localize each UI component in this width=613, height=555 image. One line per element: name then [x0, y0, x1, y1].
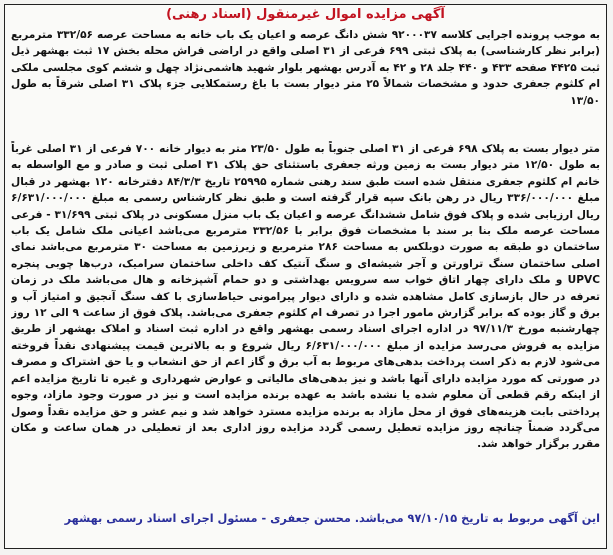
- notice-frame: [4, 4, 607, 549]
- notice-paragraph-1: به موجب پرونده اجرایی کلاسه ۹۲۰۰۰۳۷ شش دانگ عرصه و اعیان یک باب خانه به مساحت عرصه ۳۳۲/۵۶ مترمربع (برابر نظر کارشناسی) به پلاک ثبتی ۶۹۹ فرعی از ۳۱ اصلی واقع در اراضی فراش محله بخش ۱۷ ثبت بهشهر ذیل ثبت ۴۴۲۵ صفحه ۴۳۳ و ۴۴۰ جلد ۲۸ و ۴۲ به آدرس بهشهر بلوار شهید هاشمی‌نژاد چهل و ششم کوی مجلسی ملکی ام کلثوم جعفری حدود و مشخصات شمالاً ۲۵ متر دیوار بست با باغ رستمکلایی جزء پلاک ۳۱ اصلی شرقاً به طول ۱۳/۵۰: [11, 29, 600, 107]
- notice-footer: این آگهی مربوط به تاریخ ۹۷/۱۰/۱۵ می‌باشد. محسن جعفری - مسئول اجرای اسناد رسمی بهشهر: [64, 512, 600, 525]
- notice-title: آگهی مزایده اموال غیرمنقول (اسناد رهنی): [166, 7, 445, 22]
- notice-paragraph-2: متر دیوار بست به پلاک ۶۹۸ فرعی از ۳۱ اصلی جنوباً به طول ۲۳/۵۰ متر به دیوار خانه ۷۰۰ فرعی از ۳۱ اصلی غرباً به طول ۱۲/۵۰ متر دیوار بست به زمین ورثه جعفری باستثنای حق پلاک ۳۱ اصلی ثبت و صادر و مع الواسطه به خانم ام کلثوم جعفری منتقل شده است طبق سند رهنی شماره ۲۵۹۹۵ تاریخ ۸۴/۳/۳ دفترخانه ۱۲۰ بهشهر در قبال مبلغ ۳۳۶/۰۰۰/۰۰۰ ریال در رهن بانک سپه قرار گرفته است و طبق نظر کارشناس رسمی به مبلغ ۶/۶۳۱/۰۰۰/۰۰۰ ریال ارزیابی شده و پلاک فوق شامل ششدانگ عرصه و اعیان یک باب منزل مسکونی در پلاک ثبتی ۳۱/۶۹۹ - فرعی مساحت عرصه ملک بنا بر سند با مشخصات فوق برابر با ۳۳۲/۵۶ مترمربع می‌باشد اعیانی ملک شامل یک باب ساختمان دو طبقه به صورت دوبلکس به مساحت ۲۸۶ مترمربع و زیرزمین به مساحت ۳۰ مترمربع می‌باشد نمای اصلی ساختمان سنگ تراورتن و آجر شیشه‌ای و سنگ آنتیک کف داخلی ساختمان سرامیک، درب‌ها چوبی پنجره UPVC و ملک دارای چهار اتاق خواب سه سرویس بهداشتی و دو حمام آشپزخانه و هال می‌باشد ملک در زمان تعرفه در حال بازسازی کامل مشاهده شده و دارای دیوار پیرامونی حیاط‌سازی با کف سنگ آنجیق و امتیاز آب و برق و گاز بوده که برابر گزارش مامور اجرا در تصرف ام کلثوم جعفری می‌باشد. پلاک فوق از ساعت ۹ الی ۱۲ روز چهارشنبه مورخ ۹۷/۱۱/۳ در اداره اجرای اسناد رسمی بهشهر واقع در اداره ثبت اسناد و املاک بهشهر از طریق مزایده به فروش می‌رسد مزایده از مبلغ ۶/۶۳۱/۰۰۰/۰۰۰ ریال شروع و به بالاترین قیمت پیشنهادی نقداً فروخته می‌شود لازم به ذکر است پرداخت بدهی‌های مربوط به آب برق و گاز اعم از حق انشعاب و یا حق اشتراک و مصرف در صورتی که مورد مزایده دارای آنها باشد و نیز بدهی‌های مالیاتی و عوارض شهرداری و غیره تا تاریخ مزایده اعم از اینکه رقم قطعی آن معلوم شده یا نشده باشد به عهده برنده مزایده است و نیز در صورت وجود مازاد، وجوه پرداختی بابت هزینه‌های فوق از محل مازاد به برنده مزایده مسترد خواهد شد و نیم عشر و حق مزایده نقداً وصول می‌گردد ضمناً چنانچه روز مزایده تعطیل رسمی گردد مزایده روز اداری بعد از تعطیلی در همان ساعت و مکان مقرر برگزار خواهد شد.: [11, 143, 600, 451]
